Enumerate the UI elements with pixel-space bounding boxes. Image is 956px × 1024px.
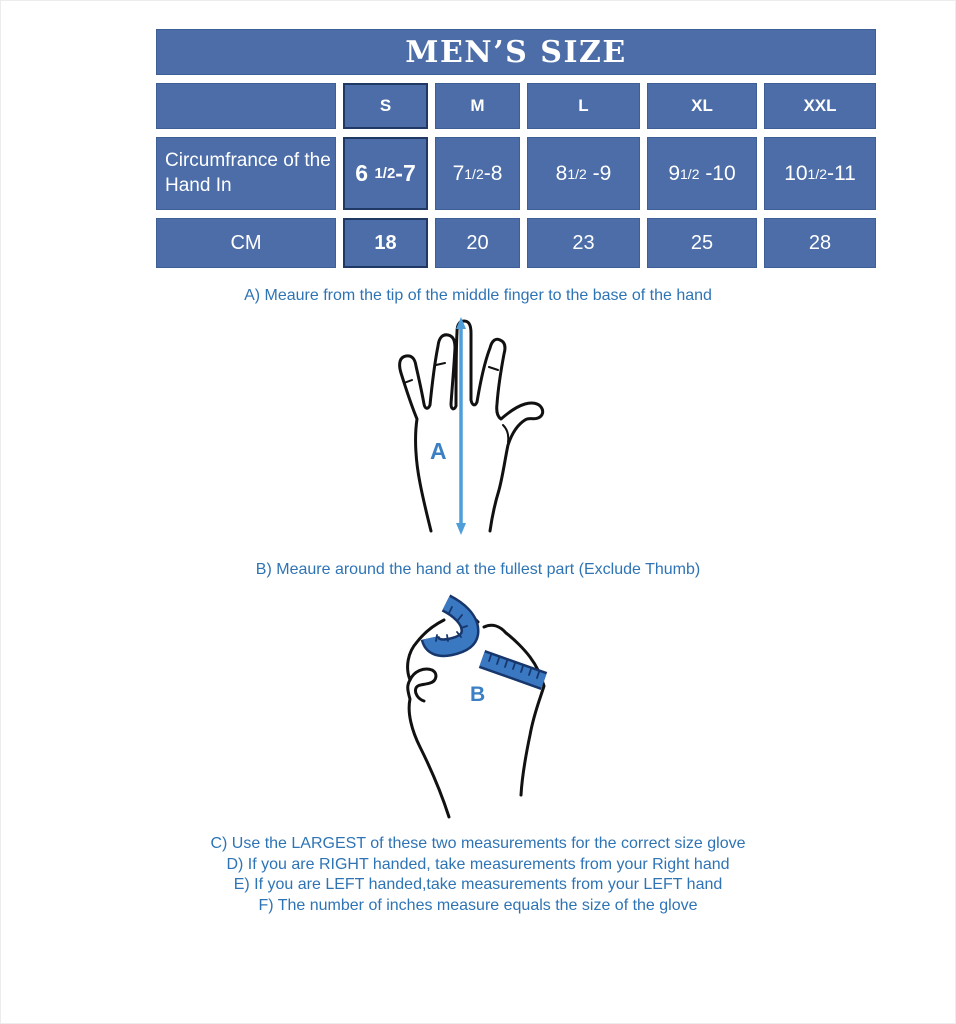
cm-cell-l: 23	[527, 218, 640, 268]
diagram-label-a: A	[430, 438, 447, 464]
instruction-e: E) If you are LEFT handed,take measurements from your LEFT hand	[233, 876, 723, 893]
cm-cell-s: 18	[343, 218, 428, 268]
size-header-l: L	[527, 83, 640, 129]
cm-row-label: CM	[156, 218, 336, 268]
inches-cell-l: 8 1/2 -9	[527, 137, 640, 210]
size-header-xxl: XXL	[764, 83, 876, 129]
size-header-s: S	[343, 83, 428, 129]
table-title: MEN’S SIZE	[156, 29, 876, 75]
circumference-row-label: Circumfrance of the Hand In	[156, 137, 336, 210]
mens-size-table	[156, 29, 876, 268]
instruction-b: B) Meaure around the hand at the fullest part (Exclude Thumb)	[255, 561, 701, 578]
table-corner-cell	[156, 83, 336, 129]
cm-cell-m: 20	[435, 218, 520, 268]
inches-cell-xl: 9 1/2 -10	[647, 137, 757, 210]
inches-cell-xxl: 10 1/2 -11	[764, 137, 876, 210]
instruction-c: C) Use the LARGEST of these two measurements for the correct size glove	[210, 835, 746, 852]
cm-cell-xxl: 28	[764, 218, 876, 268]
instruction-f: F) The number of inches measure equals the size of the glove	[258, 896, 698, 914]
palm-measure-illustration	[386, 313, 556, 545]
instruction-list-cf	[1, 834, 955, 916]
instruction-a: A) Meaure from the tip of the middle finger to the base of the hand	[244, 287, 712, 304]
size-header-xl: XL	[647, 83, 757, 129]
inches-cell-m: 7 1/2 -8	[435, 137, 520, 210]
fist-measure-illustration	[394, 589, 554, 821]
instruction-d: D) If you are RIGHT handed, take measurements from your Right hand	[226, 855, 730, 873]
cm-cell-xl: 25	[647, 218, 757, 268]
size-header-m: M	[435, 83, 520, 129]
inches-cell-s: 6 1/2 -7	[343, 137, 428, 210]
diagram-label-b: B	[470, 683, 486, 706]
